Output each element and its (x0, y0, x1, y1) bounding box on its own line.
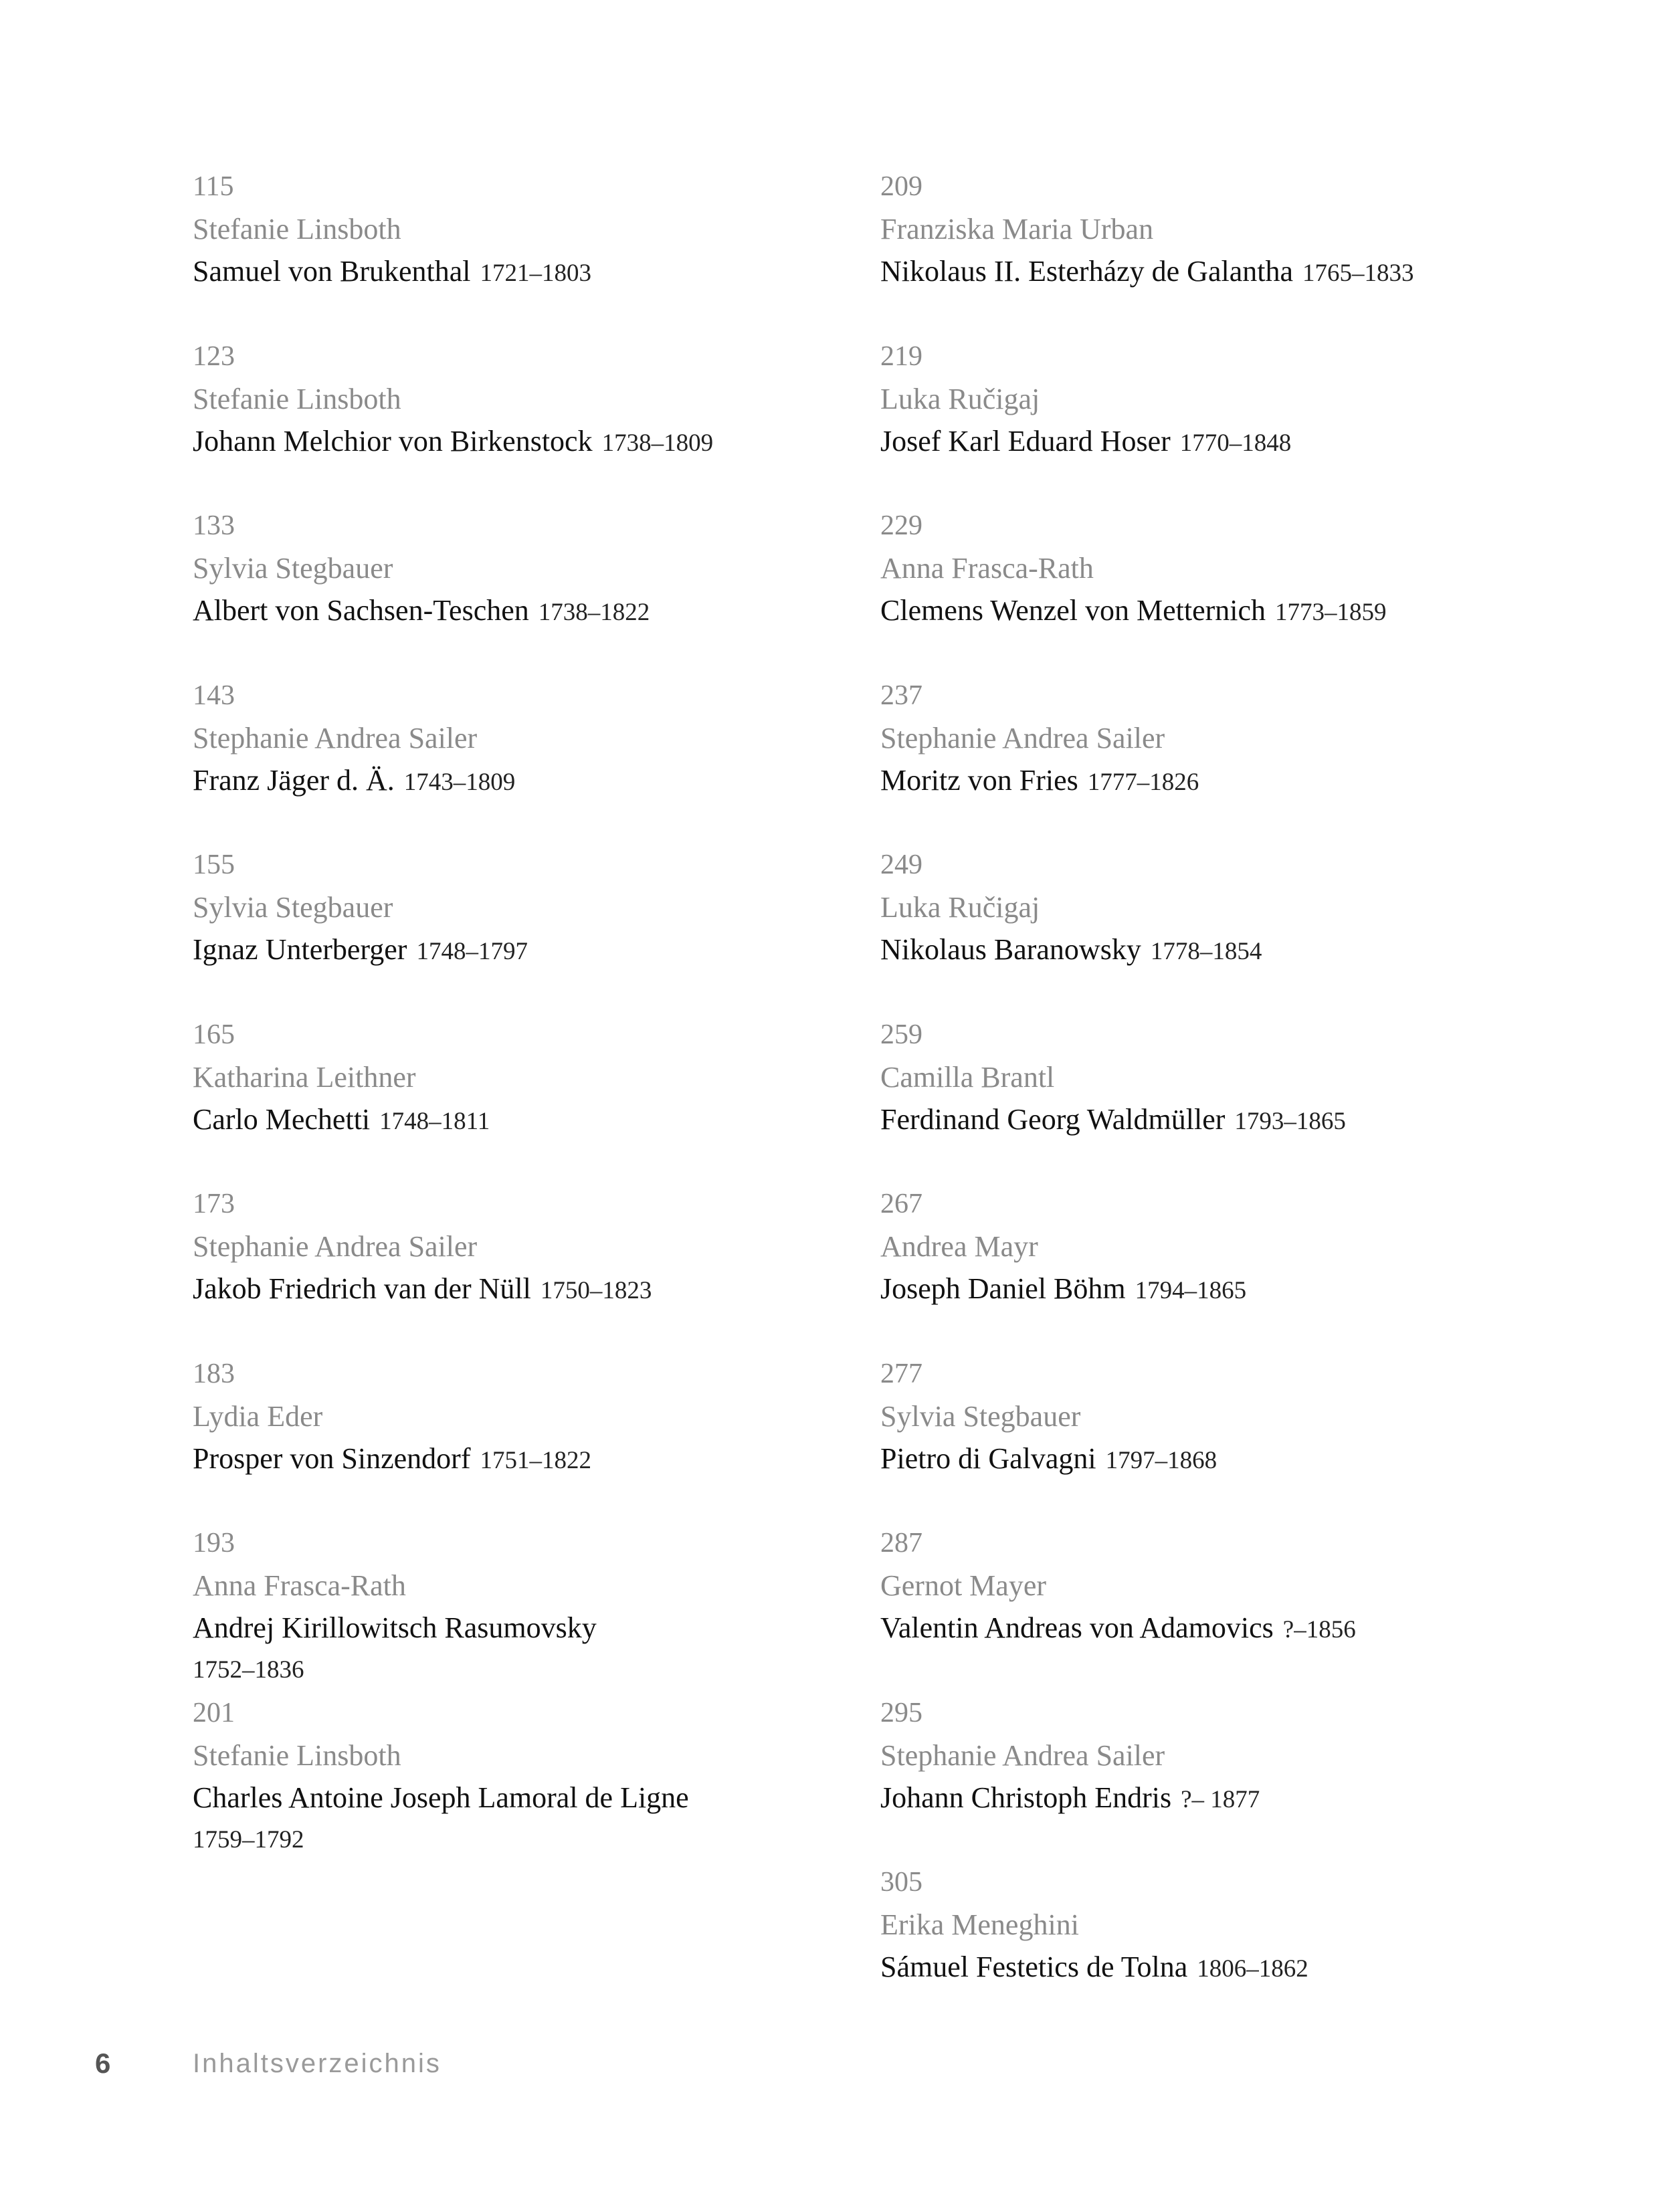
toc-page-number: 173 (193, 1189, 235, 1219)
toc-author: Stefanie Linsboth (193, 1738, 401, 1772)
toc-life-years: 1797–1868 (1105, 1446, 1217, 1474)
toc-author: Stephanie Andrea Sailer (880, 721, 1165, 755)
toc-subject-name: Johann Christoph Endris (880, 1781, 1172, 1814)
toc-page-number: 209 (880, 171, 922, 202)
toc-life-years: 1751–1822 (480, 1446, 591, 1474)
toc-page-number: 305 (880, 1867, 922, 1898)
toc-subject-name: Nikolaus Baranowsky (880, 933, 1141, 966)
toc-entry (880, 336, 1603, 506)
toc-entry (193, 675, 848, 845)
toc-subject-line (193, 1098, 848, 1140)
toc-subject-name: Joseph Daniel Böhm (880, 1272, 1126, 1305)
toc-page-number: 143 (193, 680, 235, 711)
toc-subject-line (193, 1437, 848, 1480)
toc-page-number: 201 (193, 1697, 235, 1728)
toc-subject-line (193, 759, 848, 801)
toc-subject-name: Ferdinand Georg Waldmüller (880, 1102, 1226, 1136)
toc-author: Stephanie Andrea Sailer (193, 1230, 478, 1263)
toc-subject-line (880, 759, 1603, 801)
toc-entry (880, 1522, 1603, 1692)
toc-subject-line (193, 928, 848, 971)
toc-subject-name: Prosper von Sinzendorf (193, 1441, 471, 1475)
toc-page-number: 267 (880, 1189, 922, 1219)
toc-subject-line (880, 1607, 1603, 1649)
toc-subject-name: Samuel von Brukenthal (193, 255, 471, 288)
toc-page-number: 193 (193, 1528, 235, 1559)
toc-life-years: 1773–1859 (1275, 599, 1387, 626)
page-footer (0, 2040, 1659, 2087)
toc-entry (193, 505, 848, 675)
toc-page-number: 287 (880, 1528, 922, 1559)
toc-life-years: 1806–1862 (1197, 1955, 1308, 1983)
toc-subject-name: Moritz von Fries (880, 763, 1078, 797)
toc-author: Stefanie Linsboth (193, 382, 401, 415)
toc-entry (880, 675, 1603, 845)
toc-life-years: 1748–1797 (416, 938, 528, 965)
toc-subject-line (880, 589, 1603, 631)
toc-subject-name: Josef Karl Eduard Hoser (880, 424, 1171, 458)
toc-author: Stefanie Linsboth (193, 213, 401, 245)
toc-author: Franziska Maria Urban (880, 213, 1154, 245)
toc-column-right (880, 166, 1603, 2031)
toc-subject-line (880, 420, 1603, 462)
toc-page-number: 237 (880, 680, 922, 711)
toc-subject-line (193, 1607, 848, 1649)
toc-subject-name: Jakob Friedrich van der Nüll (193, 1272, 531, 1305)
toc-life-years: 1738–1809 (601, 429, 714, 457)
toc-subject-name: Nikolaus II. Esterházy de Galantha (880, 255, 1293, 288)
toc-page-number: 155 (193, 849, 235, 880)
toc-life-years: 1778–1854 (1150, 938, 1262, 965)
toc-subject-name: Charles Antoine Joseph Lamoral de Ligne (193, 1781, 689, 1814)
toc-entry (193, 336, 848, 506)
toc-subject-name: Andrej Kirillowitsch Rasumovsky (193, 1611, 597, 1644)
toc-author: Stephanie Andrea Sailer (193, 721, 478, 755)
toc-author: Lydia Eder (193, 1399, 323, 1433)
toc-entry (193, 844, 848, 1014)
toc-author: Gernot Mayer (880, 1569, 1047, 1602)
toc-entry (193, 1183, 848, 1353)
toc-author: Andrea Mayr (880, 1230, 1038, 1263)
toc-entry (880, 1183, 1603, 1353)
toc-life-years: 1743–1809 (403, 768, 516, 796)
toc-life-years: 1793–1865 (1234, 1107, 1346, 1135)
toc-entry (193, 1014, 848, 1184)
toc-entry (880, 1692, 1603, 1862)
toc-page-number: 183 (193, 1358, 235, 1389)
toc-author: Stephanie Andrea Sailer (880, 1738, 1165, 1772)
toc-page-number: 249 (880, 849, 922, 880)
toc-entry (880, 1014, 1603, 1184)
toc-life-years: ?– 1877 (1181, 1785, 1260, 1813)
toc-entry (880, 1353, 1603, 1523)
toc-entry (880, 844, 1603, 1014)
toc-entry (880, 166, 1603, 336)
toc-page-number: 123 (193, 340, 235, 372)
toc-subject-name: Johann Melchior von Birkenstock (193, 424, 593, 458)
toc-entry (193, 166, 848, 336)
toc-subject-line (880, 928, 1603, 971)
toc-author: Anna Frasca-Rath (193, 1569, 406, 1602)
toc-life-years: ?–1856 (1282, 1616, 1356, 1643)
toc-author: Camilla Brantl (880, 1060, 1055, 1094)
toc-page-number: 133 (193, 510, 235, 541)
toc-life-years: 1738–1822 (538, 599, 650, 626)
toc-subject-line (193, 1777, 848, 1819)
toc-subject-line (193, 420, 848, 462)
toc-subject-line (193, 250, 848, 292)
toc-page-number: 229 (880, 510, 922, 541)
toc-subject-name: Valentin Andreas von Adamovics (880, 1611, 1274, 1644)
toc-author: Anna Frasca-Rath (880, 552, 1094, 585)
toc-subject-line (193, 1268, 848, 1310)
toc-subject-name: Carlo Mechetti (193, 1102, 371, 1136)
toc-subject-line (193, 589, 848, 631)
toc-page-number: 115 (193, 171, 234, 202)
toc-life-years: 1752–1836 (193, 1656, 304, 1684)
toc-subject-name: Ignaz Unterberger (193, 933, 407, 966)
toc-page-number: 277 (880, 1358, 922, 1389)
toc-entry (880, 505, 1603, 675)
toc-entry (193, 1522, 848, 1692)
toc-author: Erika Meneghini (880, 1908, 1079, 1941)
toc-entry (880, 1862, 1603, 2031)
toc-entry (193, 1692, 848, 1862)
toc-page-number: 259 (880, 1019, 922, 1050)
toc-author: Luka Ručigaj (880, 891, 1040, 924)
toc-page-number: 295 (880, 1697, 922, 1728)
toc-subject-line (880, 1946, 1603, 1988)
footer-page-number: 6 (95, 2047, 111, 2079)
toc-author: Katharina Leithner (193, 1060, 416, 1094)
toc-subject-name: Albert von Sachsen-Teschen (193, 594, 529, 627)
toc-subject-line (880, 1098, 1603, 1140)
toc-subject-line (880, 1437, 1603, 1480)
toc-page-number: 165 (193, 1019, 235, 1050)
toc-life-years: 1748–1811 (379, 1107, 490, 1135)
toc-author: Luka Ručigaj (880, 382, 1040, 415)
toc-author: Sylvia Stegbauer (193, 552, 393, 585)
toc-subject-name: Sámuel Festetics de Tolna (880, 1950, 1188, 1983)
toc-subject-name: Clemens Wenzel von Metternich (880, 594, 1266, 627)
toc-subject-line (880, 1268, 1603, 1310)
toc-subject-line (880, 250, 1603, 292)
toc-author: Sylvia Stegbauer (193, 891, 393, 924)
footer-section-title: Inhaltsverzeichnis (193, 2049, 442, 2078)
toc-subject-line (880, 1777, 1603, 1819)
toc-subject-name: Franz Jäger d. Ä. (193, 763, 395, 797)
toc-life-years: 1759–1792 (193, 1825, 304, 1853)
toc-life-years: 1765–1833 (1302, 260, 1414, 287)
toc-subject-name: Pietro di Galvagni (880, 1441, 1096, 1475)
toc-entry (193, 1353, 848, 1523)
toc-author: Sylvia Stegbauer (880, 1399, 1081, 1433)
toc-life-years: 1721–1803 (480, 260, 591, 287)
toc-life-years: 1750–1823 (540, 1277, 652, 1304)
toc-column-left (193, 166, 848, 1862)
toc-page-number: 219 (880, 340, 922, 372)
toc-life-years: 1777–1826 (1087, 768, 1199, 796)
toc-life-years: 1770–1848 (1179, 429, 1292, 457)
toc-life-years: 1794–1865 (1135, 1277, 1247, 1304)
